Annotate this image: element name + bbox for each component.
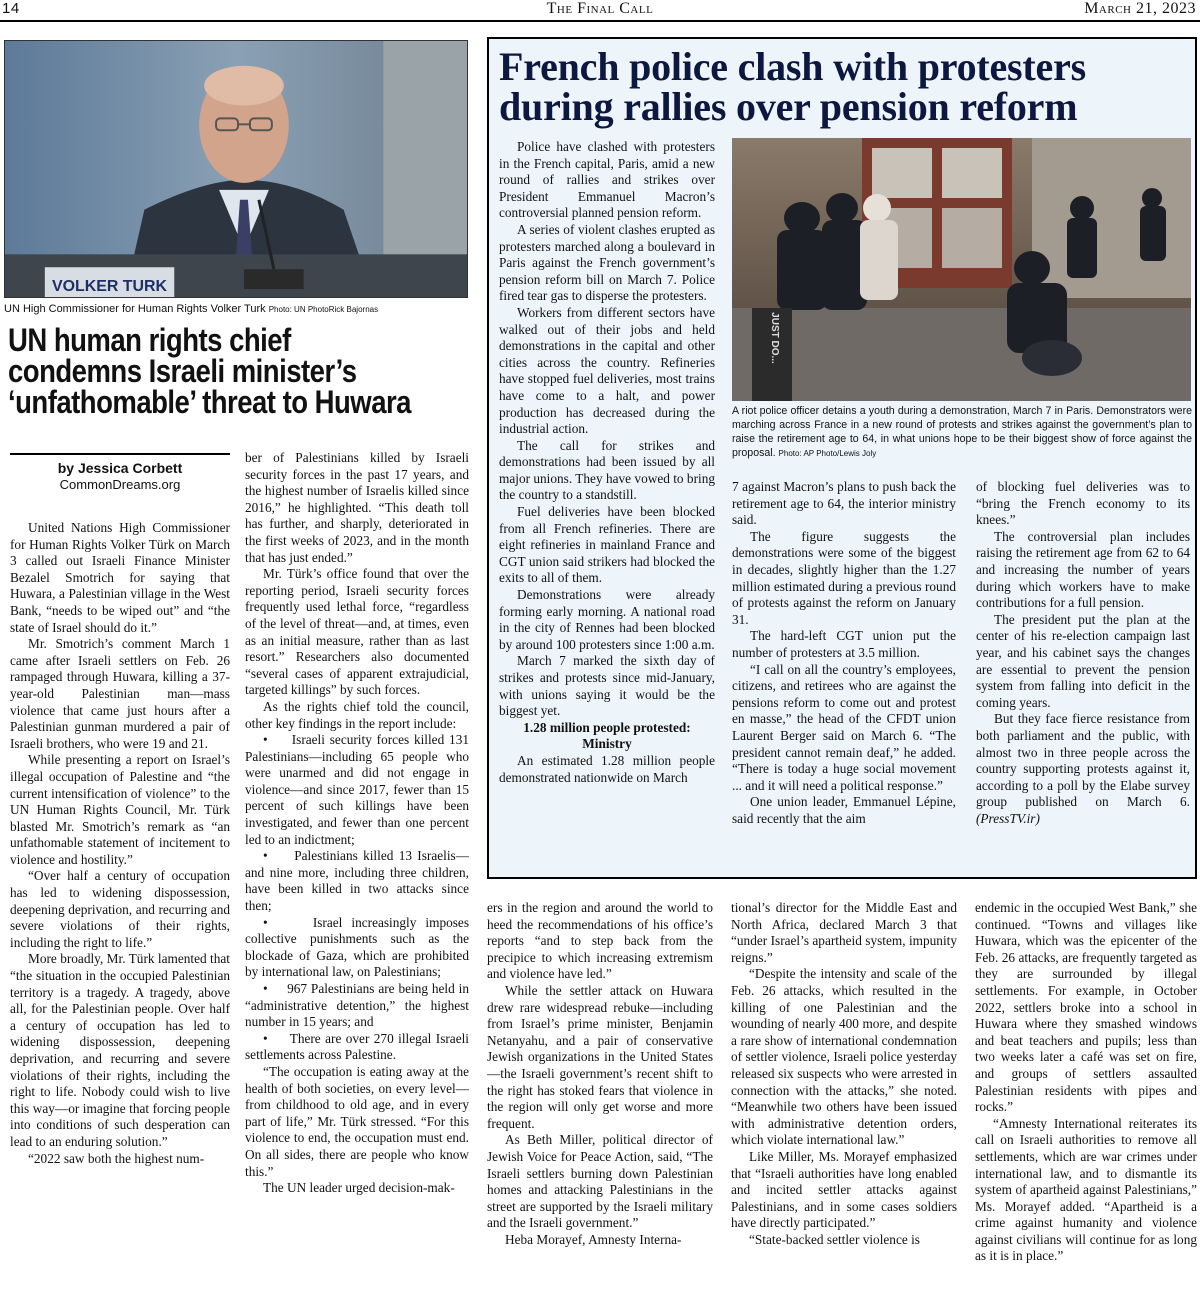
byline-name: by Jessica Corbett (57, 460, 183, 476)
french-protest-story-box (487, 37, 1197, 879)
bullet-text: Israel increasingly imposes collective punishments such as the blockade of Gaza, which are prohibited by international law, on Palestinians; (245, 914, 469, 980)
paragraph: While presenting a report on Israel’s illegal occupation of Palestine and “the current intensification of violence” to the UN Human Rights Council, Mr. Türk blasted Mr. Smotrich’s remark as “an unfathomable statement of incitement to violence and hostility.” (10, 752, 230, 867)
paragraph: Demonstrations were already forming early morning. A national road in the city of Rennes had been blocked by around 100 protesters since 1:00 a.m. (499, 587, 715, 652)
paragraph: The hard-left CGT union put the number of protesters at 3.5 million. (732, 628, 956, 660)
bullet-item: • Israel increasingly imposes collective punishments such as the blockade of Gaza, which are prohibited by international law, on Palestinians; (245, 914, 469, 980)
paragraph: While the settler attack on Huwara drew rare widespread rebuke—including from Israel’s prime minister, Benjamin Netanyahu, and a pair of conservative Jewish organizations in the United States—the Israeli government’s recent shift to the right has stoked fears that violence in the region will only get worse and more frequent. (487, 982, 713, 1131)
left-headline (8, 322, 412, 420)
folio-rule (0, 20, 1200, 22)
paragraph: “2022 saw both the highest num- (28, 1150, 205, 1166)
paragraph: Like Miller, Ms. Morayef emphasized that “Israeli authorities have long enabled and incited settler attacks against Palestinians, and in some cases soldiers have directly participated.” (731, 1148, 957, 1231)
left-story-column-1 (10, 520, 230, 1298)
paragraph: of blocking fuel deliveries was to “bring the French economy to its knees.” (976, 479, 1190, 528)
paragraph: Mr. Türk’s office found that over the reporting period, Israeli security forces frequently used lethal force, “regardless of the level of threat—and, at times, even as an initial measure, rather than as last resort.” Researchers also documented “several cases of apparent extrajudicial, targeted killings” by such forces. (245, 566, 469, 698)
paragraph: United Nations High Commissioner for Human Rights Volker Türk on March 3 called out Israeli Finance Minister Bezalel Smotrich for saying that Huwara, a Palestinian village in the West Bank, “needs to be wiped out” and “the state of Israel should do it.” (10, 520, 230, 635)
paragraph: The figure suggests the demonstrations were some of the biggest in decades, slightly higher than the 1.27 million estimated during a previous round of protests against the reform on January 31. (732, 528, 956, 627)
paragraph: An estimated 1.28 million people demonstrated nationwide on March (499, 752, 715, 785)
left-story-column-2 (245, 450, 469, 1298)
paragraph: endemic in the occupied West Bank,” she continued. “Towns and villages like Huwara, which was the epicenter of the Feb. 26 attacks, are frequently targeted as they are surrounded by illegal settlements. For example, in October 2022, settlers broke into a school in Huwara where they smashed windows and beat teachers and pupils; less than two weeks later a café was set on fire, and groups of settlers assaulted Palestinian residents with pipes and rocks.” (975, 900, 1197, 1115)
left-story-column-5 (975, 900, 1197, 1298)
left-photo-caption (4, 303, 474, 316)
paragraph: The UN leader urged decision-mak- (263, 1180, 455, 1196)
paragraph: Police have clashed with protesters in the French capital, Paris, amid a new round of rallies and strikes over President Emmanuel Macron’s controversial planned pension reform. (499, 139, 715, 221)
byline (10, 460, 230, 493)
bullet-text: There are over 270 illegal Israeli settlements across Palestine. (245, 1030, 469, 1063)
right-headline-line: French police clash with protesters (499, 44, 1087, 89)
byline-org: CommonDreams.org (59, 477, 181, 492)
paragraph: “State-backed settler violence is (749, 1231, 920, 1247)
publication-name: The Final Call (546, 0, 654, 17)
right-photo-caption (732, 404, 1192, 461)
paragraph: The call for strikes and demonstrations had been issued by all major unions. They have vowed to bring the country to a standstill. (499, 437, 715, 503)
page-folio (0, 0, 1200, 20)
paris-protest-photo (732, 138, 1191, 401)
paragraph: Heba Morayef, Amnesty Interna- (505, 1231, 682, 1247)
issue-date: March 21, 2023 (1084, 0, 1196, 17)
right-caption-text: A riot police officer detains a youth during a demonstration, March 7 in Paris. Demonstrators were marching across France in a new round of protests and strikes against the government’s plan to raise the retirement age to 64, in what unions hope to be their biggest show of force against the proposal. (732, 405, 1192, 459)
paragraph: “Over half a century of occupation has led to widening dispossession, deepening deprivation, and recurring and severe violations of their rights, including the right to life.” (10, 868, 230, 950)
left-headline-line: UN human rights chief (8, 322, 291, 358)
byline-rule (10, 453, 230, 455)
left-headline-line: condemns Israeli minister’s (8, 353, 357, 389)
paragraph: Workers from different sectors have walked out of their jobs and held demonstrations in the capital and other cities across the country. Refineries have stopped fuel deliveries, most trains have come to a halt, and power production has decreased during the industrial action. (499, 304, 715, 437)
paragraph: A series of violent clashes erupted as protesters marched along a boulevard in Paris against the French government’s pension reform bill on March 7. Police fired tear gas to disperse the protesters. (499, 221, 715, 304)
paragraph: “I call on all the country’s employees, citizens, and retirees who are against the pensions reform to come out and protest en masse,” the head of the CFDT union Laurent Berger said on March 6. “The president cannot remain deaf,” he added. “There is today a huge social movement ... and it will need a political response.” (732, 661, 956, 793)
bullet-text: 967 Palestinians are being held in “administrative detention,” the highest number in 15 years; and (245, 981, 469, 1030)
paragraph-text: But they face fierce resistance from both parliament and the public, with almost two in three people across the country supporting protests against it, according to a poll by the Elabe survey group published on March 6. (976, 711, 1190, 810)
paragraph: ber of Palestinians killed by Israeli security forces in the past 17 years, and the highest number of Israelis killed since 2016,” he highlighted. “This death toll has further, and sharply, deteriorated in the first weeks of 2023, and in the month that has just ended.” (245, 450, 469, 565)
bullet-item: • There are over 270 illegal Israeli settlements across Palestine. (245, 1030, 469, 1063)
paragraph: As Beth Miller, political director of Jewish Voice for Peace Action, said, “The Israeli settlers burning down Palestinian homes and attacking Palestinians in the street are supported by the Israeli military and the Israeli government.” (487, 1132, 713, 1231)
bullet-text: Palestinians killed 13 Israelis—and nine more, including three children, have been killed in two attacks since then; (245, 848, 469, 914)
right-story-column-1 (499, 139, 715, 877)
page-number: 14 (2, 0, 20, 17)
left-headline-line: ‘unfathomable’ threat to Huwara (8, 384, 411, 420)
paragraph: As the rights chief told the council, other key findings in the report include: (245, 698, 469, 731)
paragraph: The president put the plan at the center of his re-election campaign last year, and his cabinet says the changes are essential to prevent the pension system from falling into deficit in the coming years. (976, 611, 1190, 710)
paragraph: One union leader, Emmanuel Lépine, said recently that the aim (732, 794, 956, 826)
paragraph: The controversial plan includes raising the retirement age from 62 to 64 and increasing the number of years during which workers have to make contributions for a full pension. (976, 528, 1190, 611)
paragraph (976, 711, 1190, 827)
shield-text: JUST DO... (769, 312, 780, 364)
paragraph: “The occupation is eating away at the health of both societies, on every level—from childhood to old age, and in every part of life,” Mr. Türk stressed. “For this violence to end, the occupation must end. On all sides, there are people who know this.” (245, 1063, 469, 1179)
paragraph: More broadly, Mr. Türk lamented that “the situation in the occupied Palestinian territory is a tragedy. A tragedy, above all, for the Palestinian people. Over half a century of occupation has led to widening dispossession, deepening deprivation, and recurring and severe violations of their rights, including the right to life. Nobody could wish to live this way—or imagine that forcing people into conditions of such desperation can lead to an enduring solution.” (10, 951, 230, 1149)
bullet-item: • Israeli security forces killed 131 Palestinians—including 65 people who were unarmed and did not engage in violence—and since 2017, fewer than 15 percent of such killings have been investigated, and fewer than one percent led to an indictment; (245, 732, 469, 847)
bullet-item: • 967 Palestinians are being held in “administrative detention,” the highest number in 15 years; and (245, 981, 469, 1030)
paragraph: “Amnesty International reiterates its call on Israeli authorities to remove all settlements, which are war crimes under international law, and to dismantle its system of apartheid against Palestinians,” Ms. Morayef added. “Apartheid is a crime against humanity and violence against civilians will continue for as long as it is in place.” (975, 1115, 1197, 1264)
subheading: 1.28 million people protested: Ministry (523, 719, 691, 752)
right-headline (499, 44, 1189, 129)
paragraph: “Despite the intensity and scale of the Feb. 26 attacks, which resulted in the killing of one Palestinian and the wounding of nearly 400 more, and despite a rare show of international condemnation of settler violence, Israeli police yesterday released six suspects who were arrested in connection with the attacks,” she noted. “Meanwhile two others have been issued with administrative detention orders, which violate international law.” (731, 966, 957, 1148)
volker-turk-photo (4, 40, 468, 298)
right-story-column-3 (976, 479, 1190, 877)
right-story-column-2 (732, 479, 956, 877)
paragraph: March 7 marked the sixth day of strikes and protests since mid-January, with unions saying it would be the biggest yet. (499, 653, 715, 719)
right-photo-credit: Photo: AP Photo/Lewis Joly (778, 449, 877, 458)
left-photo-credit: Photo: UN PhotoRick Bajornas (268, 305, 379, 314)
paragraph: 7 against Macron’s plans to push back the retirement age to 64, the interior ministry said. (732, 479, 956, 528)
nameplate-text: VOLKER TURK (52, 278, 168, 296)
left-story-column-3 (487, 900, 713, 1298)
paragraph: ers in the region and around the world to heed the recommendations of his office’s reports “and to step back from the precipice to which increasing extremism and violence have led.” (487, 900, 713, 982)
paragraph: Mr. Smotrich’s comment March 1 came after Israeli settlers on Feb. 26 rampaged through Huwara, killing a 37-year-old Palestinian man—mass violence that came just hours after a Palestinian gunman murdered a pair of Israeli brothers, who were 19 and 21. (10, 636, 230, 751)
left-story-column-4 (731, 900, 957, 1298)
left-caption-text: UN High Commissioner for Human Rights Volker Turk (4, 303, 266, 315)
paragraph: tional’s director for the Middle East and North Africa, declared March 3 that “under Israel’s apartheid system, impunity reigns.” (731, 900, 957, 965)
bullet-item: • Palestinians killed 13 Israelis—and nine more, including three children, have been killed in two attacks since then; (245, 848, 469, 914)
right-headline-line: during rallies over pension reform (499, 84, 1078, 129)
bullet-text: Israeli security forces killed 131 Palestinians—including 65 people who were unarmed and did not engage in violence—and since 2017, fewer than 15 percent of such killings have been investigated, and fewer than one percent led to an indictment; (245, 732, 469, 847)
source-tag: (PressTV.ir) (976, 810, 1040, 826)
paragraph: Fuel deliveries have been blocked from all French refineries. There are eight refineries in mainland France and CGT union said strikers had blocked the exits to all of them. (499, 504, 715, 586)
